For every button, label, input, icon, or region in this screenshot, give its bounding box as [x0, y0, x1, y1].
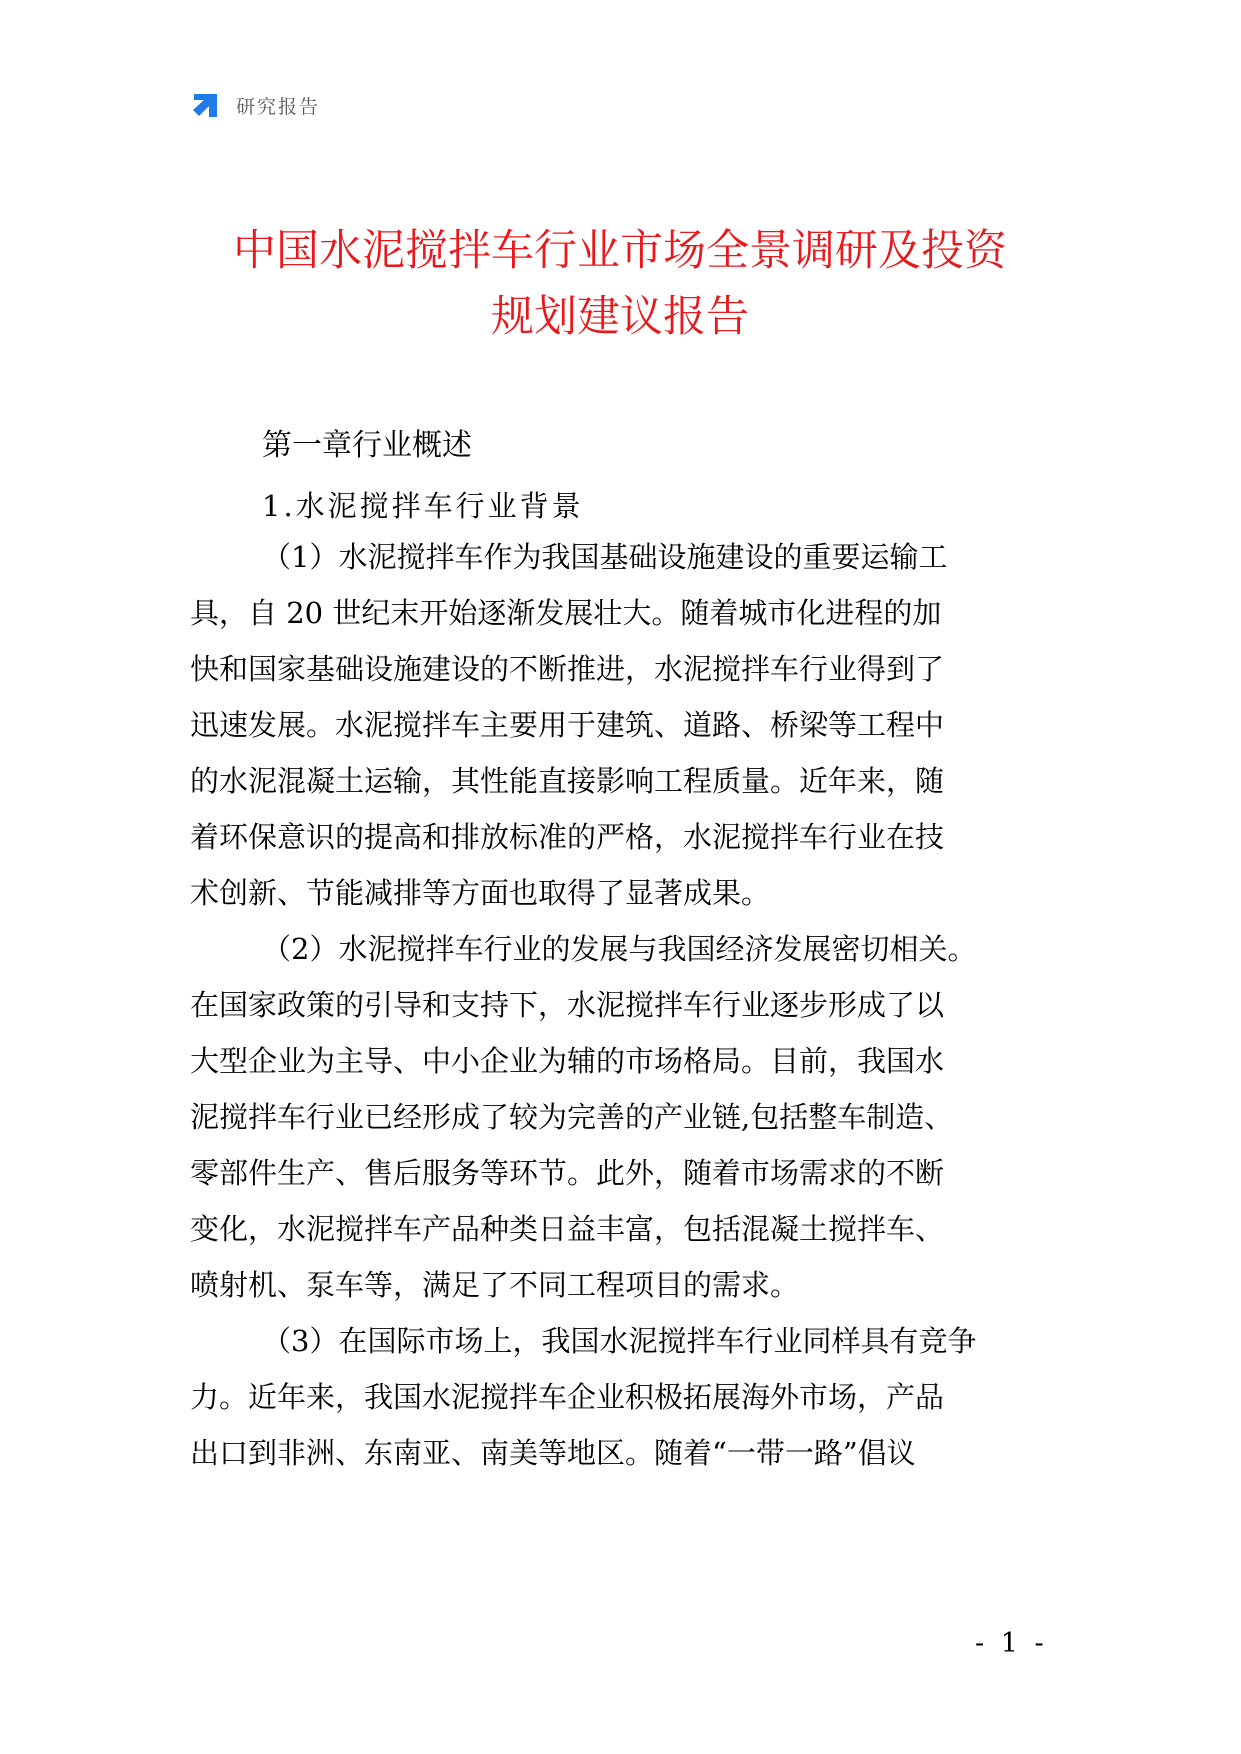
paragraph-1-line-3: 快和国家基础设施建设的不断推进，水泥搅拌车行业得到了 — [190, 652, 945, 686]
paragraph-1-line-5: 的水泥混凝土运输，其性能直接影响工程质量。近年来，随 — [190, 764, 945, 798]
header — [190, 88, 320, 122]
paragraph-2-line-1: （2）水泥搅拌车行业的发展与我国经济发展密切相关。 — [262, 932, 977, 966]
report-title-line-1: 中国水泥搅拌车行业市场全景调研及投资 — [233, 226, 1007, 276]
paragraph-3-line-1: （3）在国际市场上，我国水泥搅拌车行业同样具有竞争 — [262, 1324, 977, 1358]
paragraph-1-line-1: （1）水泥搅拌车作为我国基础设施建设的重要运输工 — [262, 540, 948, 574]
paragraph-1-line-2: 具，自 20 世纪末开始逐渐发展壮大。随着城市化进程的加 — [190, 596, 942, 630]
paragraph-1-line-4: 迅速发展。水泥搅拌车主要用于建筑、道路、桥梁等工程中 — [190, 708, 945, 742]
report-title-line-2: 规划建议报告 — [491, 292, 749, 342]
paragraph-2-line-7: 喷射机、泵车等，满足了不同工程项目的需求。 — [190, 1268, 800, 1302]
chapter-heading: 第一章行业概述 — [262, 428, 472, 463]
paragraph-2-line-2: 在国家政策的引导和支持下，水泥搅拌车行业逐步形成了以 — [190, 988, 945, 1022]
page-number: - 1 - — [975, 1628, 1048, 1659]
paragraph-3-line-3: 出口到非洲、东南亚、南美等地区。随着“一带一路”倡议 — [190, 1436, 916, 1470]
paragraph-1-line-6: 着环保意识的提高和排放标准的严格，水泥搅拌车行业在技 — [190, 820, 945, 854]
report-title — [190, 218, 1050, 350]
paragraph-2-line-4: 泥搅拌车行业已经形成了较为完善的产业链,包括整车制造、 — [190, 1100, 954, 1134]
paragraph-3-line-2: 力。近年来，我国水泥搅拌车企业积极拓展海外市场，产品 — [190, 1380, 945, 1414]
paragraph-2-line-3: 大型企业为主导、中小企业为辅的市场格局。目前，我国水 — [190, 1044, 945, 1078]
paragraph-2-line-6: 变化，水泥搅拌车产品种类日益丰富，包括混凝土搅拌车、 — [190, 1212, 945, 1246]
header-label: 研究报告 — [236, 95, 321, 118]
section-heading: 1.水泥搅拌车行业背景 — [262, 489, 584, 523]
paragraph-1-line-7: 术创新、节能减排等方面也取得了显著成果。 — [190, 876, 771, 910]
arrow-logo-icon — [190, 89, 222, 121]
paragraph-2-line-5: 零部件生产、售后服务等环节。此外，随着市场需求的不断 — [190, 1156, 945, 1190]
